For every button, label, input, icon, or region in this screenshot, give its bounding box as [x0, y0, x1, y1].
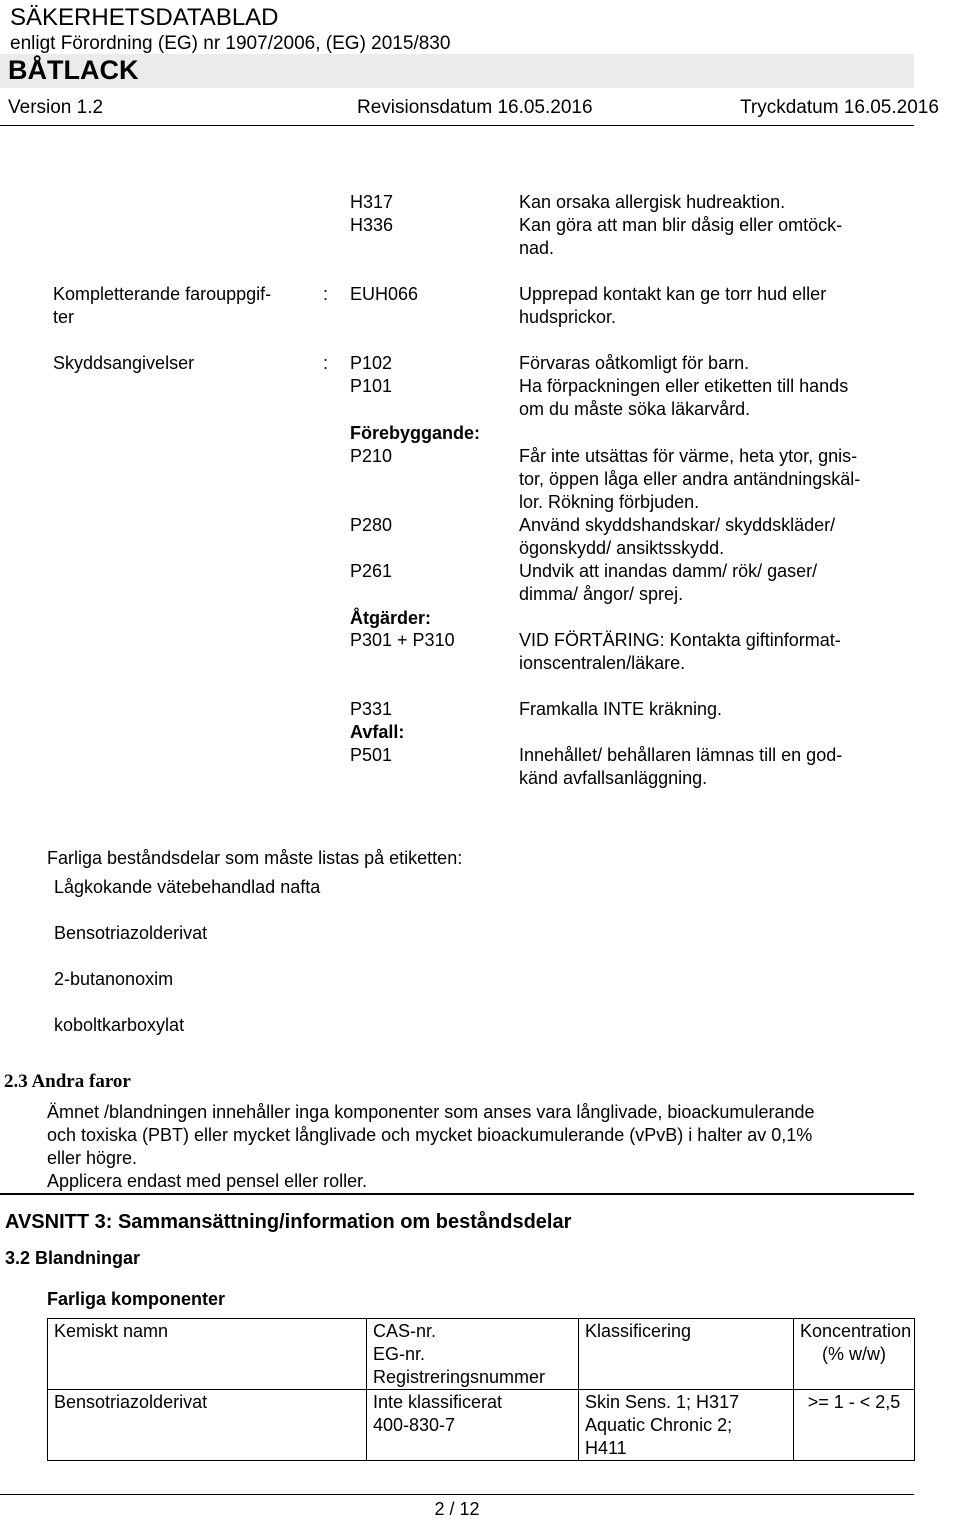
document-title: SÄKERHETSDATABLAD: [10, 4, 279, 31]
precaution-code-p501: P501: [350, 745, 393, 765]
disposal-heading: Avfall:: [350, 722, 405, 742]
header-chemical-name-text: Kemiskt namn: [54, 1321, 169, 1341]
hazard-code-h336: H336: [350, 215, 394, 235]
hazard-code-euh066: EUH066: [350, 284, 419, 304]
hazard-text-h336-line2: nad.: [519, 238, 555, 258]
supplemental-label-line1: Kompletterande farouppgif-: [53, 284, 272, 304]
header-classification-text: Klassificering: [585, 1321, 692, 1341]
precaution-text-p102: Förvaras oåtkomligt för barn.: [519, 353, 750, 373]
other-hazards-text-line3: eller högre.: [47, 1148, 138, 1168]
precaution-text-p261-line1: Undvik att inandas damm/ rök/ gaser/: [519, 561, 818, 581]
hazard-text-h336-line1: Kan göra att man blir dåsig eller omtöck-: [519, 215, 843, 235]
other-hazards-text-line4: Applicera endast med pensel eller roller.: [47, 1171, 368, 1191]
precaution-text-p280-line1: Använd skyddshandskar/ skyddskläder/: [519, 515, 836, 535]
precaution-text-p210-line1: Får inte utsättas för värme, heta ytor, gnis-: [519, 446, 858, 466]
precaution-text-p101-line1: Ha förpackningen eller etiketten till hands: [519, 376, 849, 396]
header-cas: [367, 1319, 579, 1390]
precaution-text-p501-line2: känd avfallsanläggning.: [519, 768, 708, 788]
precaution-text-p261-line2: dimma/ ångor/ sprej.: [519, 584, 684, 604]
row-chemical-name-text: Bensotriazolderivat: [54, 1392, 208, 1412]
header-classification: [579, 1319, 794, 1390]
precaution-code-p210: P210: [350, 446, 393, 466]
label-component-item: koboltkarboxylat: [54, 1015, 185, 1035]
precaution-code-p280: P280: [350, 515, 393, 535]
row-cas: [367, 1390, 579, 1461]
precaution-code-p331: P331: [350, 699, 393, 719]
header-rule: [0, 125, 914, 126]
version-label: Version 1.2: [8, 97, 104, 118]
header-cas-line3: Registreringsnummer: [373, 1367, 546, 1387]
row-classification: [579, 1390, 794, 1461]
table-row: [48, 1390, 915, 1461]
regulation-reference: enligt Förordning (EG) nr 1907/2006, (EG) 2015/830: [10, 33, 451, 54]
precaution-text-p210-line2: tor, öppen låga eller andra antändningskäl-: [519, 469, 861, 489]
header-chemical-name: [48, 1319, 367, 1390]
label-component-item: Lågkokande vätebehandlad nafta: [54, 877, 321, 897]
hazard-text-h317: Kan orsaka allergisk hudreaktion.: [519, 192, 786, 212]
header-concentration-line1: Koncentration: [800, 1321, 912, 1341]
footer-rule: [0, 1494, 914, 1495]
header-concentration-line2: (% w/w): [822, 1344, 886, 1364]
response-heading: Åtgärder:: [350, 608, 432, 628]
label-components-heading: Farliga beståndsdelar som måste listas på etiketten:: [47, 848, 463, 868]
mixtures-heading: 3.2 Blandningar: [5, 1248, 141, 1268]
hazard-text-euh066-line1: Upprepad kontakt kan ge torr hud eller: [519, 284, 827, 304]
header-concentration: [794, 1319, 915, 1390]
label-component-item: Bensotriazolderivat: [54, 923, 208, 943]
row-cas-line1: Inte klassificerat: [373, 1392, 503, 1412]
section3-title: AVSNITT 3: Sammansättning/information om beståndsdelar: [5, 1211, 572, 1233]
hazardous-components-table: [47, 1318, 915, 1461]
print-date: Tryckdatum 16.05.2016: [740, 97, 939, 118]
precaution-code-p102: P102: [350, 353, 393, 373]
header-cas-line2: EG-nr.: [373, 1344, 426, 1364]
header-cas-line1: CAS-nr.: [373, 1321, 437, 1341]
label-component-item: 2-butanonoxim: [54, 969, 174, 989]
precaution-code-p101: P101: [350, 376, 393, 396]
precaution-text-p301-line2: ionscentralen/läkare.: [519, 653, 686, 673]
precaution-label: Skyddsangivelser: [53, 353, 195, 373]
table-header-row: [48, 1319, 915, 1390]
hazard-text-euh066-line2: hudsprickor.: [519, 307, 617, 327]
precaution-text-p101-line2: om du måste söka läkarvård.: [519, 399, 751, 419]
precaution-code-p261: P261: [350, 561, 393, 581]
prevention-heading: Förebyggande:: [350, 423, 481, 443]
precaution-text-p501-line1: Innehållet/ behållaren lämnas till en god-: [519, 745, 843, 765]
precaution-text-p331: Framkalla INTE kräkning.: [519, 699, 723, 719]
row-classification-line3: H411: [585, 1438, 627, 1458]
precaution-text-p301-line1: VID FÖRTÄRING: Kontakta giftinformat-: [519, 630, 841, 650]
section-divider: [0, 1193, 914, 1195]
product-name: BÅTLACK: [8, 55, 139, 85]
row-chemical-name: [48, 1390, 367, 1461]
precaution-colon: :: [323, 353, 329, 373]
row-concentration-text: >= 1 - < 2,5: [807, 1392, 901, 1412]
precaution-code-p301: P301 + P310: [350, 630, 455, 650]
row-cas-line2: 400-830-7: [373, 1415, 456, 1435]
row-classification-line2: Aquatic Chronic 2;: [585, 1415, 733, 1435]
row-concentration: [794, 1390, 915, 1461]
supplemental-label-line2: ter: [53, 307, 75, 327]
supplemental-colon: :: [323, 284, 329, 304]
page-number: 2 / 12: [434, 1499, 480, 1519]
hazardous-components-heading: Farliga komponenter: [47, 1289, 226, 1309]
precaution-text-p210-line3: lor. Rökning förbjuden.: [519, 492, 700, 512]
other-hazards-text-line1: Ämnet /blandningen innehåller inga komponenter som anses vara långlivade, bioackumulerande: [47, 1102, 815, 1122]
revision-date: Revisionsdatum 16.05.2016: [357, 97, 593, 118]
precaution-text-p280-line2: ögonskydd/ ansiktsskydd.: [519, 538, 725, 558]
row-classification-line1: Skin Sens. 1; H317: [585, 1392, 740, 1412]
other-hazards-text-line2: och toxiska (PBT) eller mycket långlivade och mycket bioackumulerande (vPvB) i halter av 0,1%: [47, 1125, 813, 1145]
hazard-code-h317: H317: [350, 192, 394, 212]
other-hazards-heading: 2.3 Andra faror: [4, 1071, 131, 1092]
